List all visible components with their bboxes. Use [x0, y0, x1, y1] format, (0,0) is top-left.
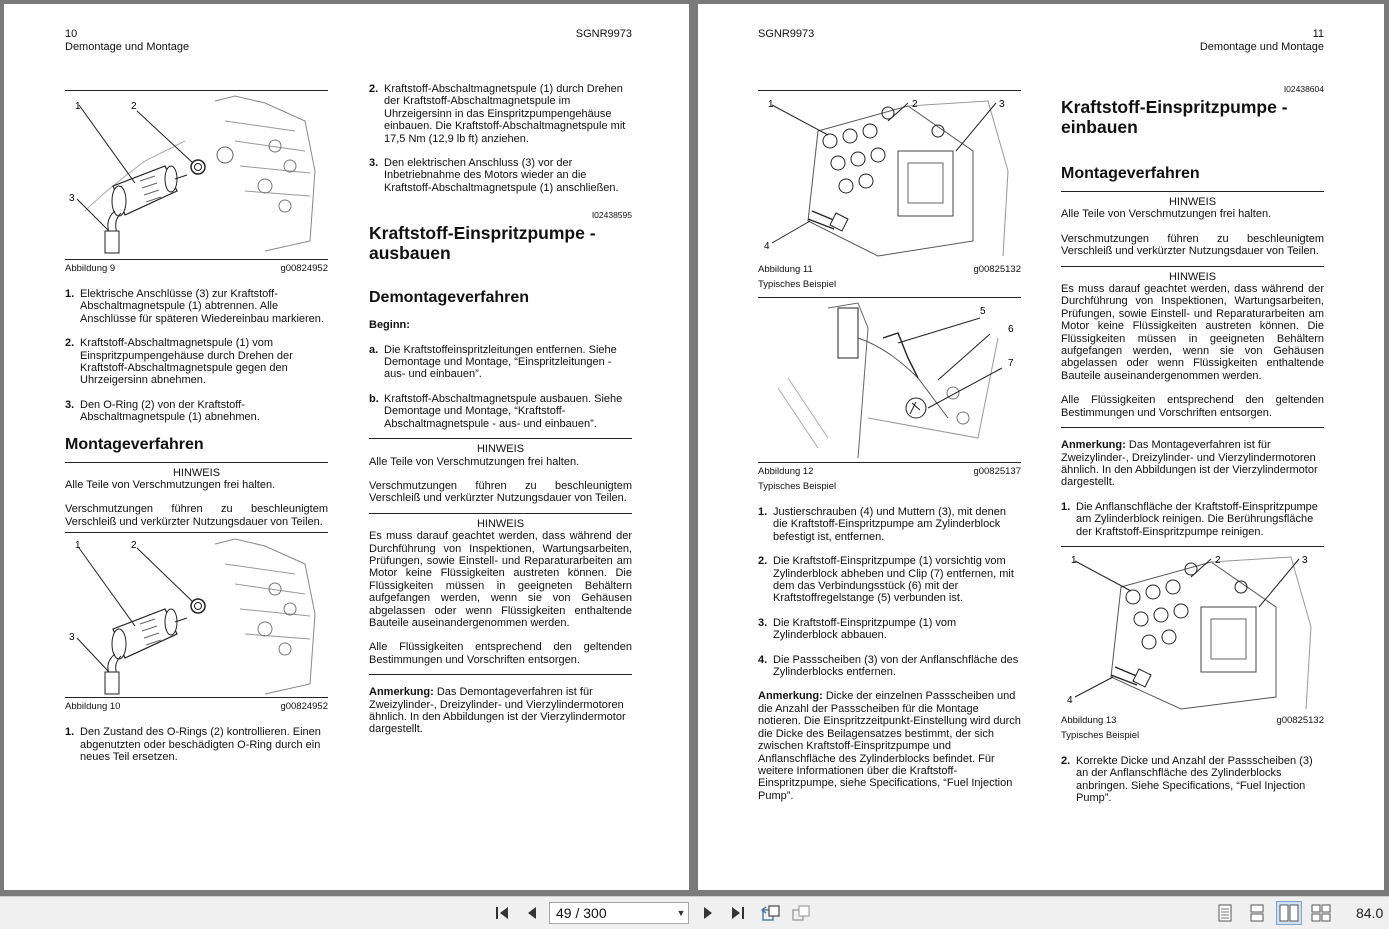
figure-label: Abbildung 10	[65, 701, 121, 713]
figure-caption	[65, 263, 328, 274]
left-page	[4, 4, 689, 890]
two-page-view-icon[interactable]	[1276, 901, 1302, 925]
note-box	[1061, 196, 1324, 258]
figure-caption	[758, 264, 1021, 275]
note-title: HINWEIS	[1168, 270, 1217, 283]
note-box	[1061, 271, 1324, 419]
first-page-icon[interactable]	[492, 901, 512, 925]
page-number: 11	[1312, 28, 1324, 40]
note-title: HINWEIS	[476, 517, 525, 530]
figure-subcaption: Typisches Beispiel	[758, 279, 837, 290]
topic-title: Kraftstoff-Einspritzpumpe - ausbauen	[369, 223, 596, 264]
svg-text:1: 1	[1071, 554, 1077, 566]
step-item: 3. Den O-Ring (2) von der Kraftstoff-Abschaltmagnetspule (1) abnehmen.	[65, 398, 260, 424]
remark-label: Anmerkung:	[369, 686, 434, 699]
step-item: 3. Die Kraftstoff-Einspritzpumpe (1) vom Zylinderblock abbauen.	[758, 616, 957, 642]
remark	[1061, 439, 1324, 489]
figure-label: Abbildung 13	[1061, 714, 1117, 726]
section-heading: Montageverfahren	[1061, 165, 1200, 182]
note-text: Alle Teile von Verschmutzungen frei halten.	[1061, 208, 1272, 221]
note-text: Alle Teile von Verschmutzungen frei halten.	[65, 479, 276, 492]
left-column-2	[369, 83, 632, 736]
figure-label: Abbildung 9	[65, 263, 116, 274]
continuous-view-icon[interactable]	[1246, 901, 1268, 925]
solenoid-illustration-icon	[65, 534, 328, 697]
step-item: 1. Die Anflanschfläche der Kraftstoff-Einspritzpumpe am Zylinderblock reinigen. Die Berührungsfläche der Kraftstoff-Einspritzpumpe reinigen.	[1061, 500, 1318, 538]
remark-text: Das Montageverfahren ist für Zweizylinder-, Dreizylinder- und Vierzylindermotoren ähnlich. In den Abbildungen ist der Vierzylindermotor dargestellt.	[1061, 439, 1318, 489]
injection-pump-illustration-icon	[1061, 547, 1324, 712]
figure-9	[65, 91, 328, 259]
figure-13	[1061, 547, 1324, 712]
remark-label: Anmerkung:	[1061, 439, 1126, 452]
svg-text:3: 3	[1302, 554, 1308, 566]
page-number: 10	[65, 28, 78, 40]
note-text: Alle Flüssigkeiten entsprechend den geltenden Bestimmungen und Vorschriften entsorgen.	[369, 641, 632, 666]
step-item: 1. Den Zustand des O-Rings (2) kontrollieren. Einen abgenutzten oder beschädigten O-Ring durch ein neues Teil ersetzen.	[65, 726, 321, 764]
note-text: Alle Flüssigkeiten entsprechend den geltenden Bestimmungen und Vorschriften entsorgen.	[1061, 394, 1324, 419]
solenoid-illustration-icon	[65, 91, 328, 259]
begin-item: a. Die Kraftstoffeinspritzleitungen entfernen. Siehe Demontage und Montage, “Einspritzleitungen - aus- und einbauen”.	[369, 343, 617, 381]
note-box	[369, 443, 632, 505]
figure-caption	[65, 701, 328, 712]
continuous-two-page-view-icon[interactable]	[1310, 901, 1332, 925]
figure-id: g00825137	[973, 466, 1021, 477]
go-back-view-icon[interactable]	[760, 901, 782, 925]
chevron-down-icon[interactable]: ▼	[676, 908, 686, 918]
injection-pump-illustration-icon	[758, 91, 1021, 261]
callout-3: 3	[69, 193, 75, 204]
right-column-1	[758, 90, 1021, 802]
right-column-2	[1061, 84, 1324, 805]
figure-caption	[1061, 715, 1324, 726]
next-page-icon[interactable]	[698, 901, 718, 925]
viewer-toolbar	[0, 896, 1389, 929]
page-number-display[interactable]: 49 / 300	[556, 905, 607, 921]
running-section: Demontage und Montage	[1199, 41, 1324, 53]
figure-id: g00824952	[280, 263, 328, 274]
svg-text:2: 2	[1215, 554, 1221, 566]
remark-text: Das Demontageverfahren ist für Zweizylinder-, Dreizylinder- und Vierzylindermotoren ähnlich. In den Abbildungen ist der Vierzylindermotor dargestellt.	[369, 686, 626, 736]
step-item: 2. Die Kraftstoff-Einspritzpumpe (1) vorsichtig vom Zylinderblock abheben und Clip (7) entfernen, mit dem das Verbindungsstück (6) mit der Kraftstoffregelstange (5) verbunden ist.	[758, 555, 1014, 605]
step-item: 2. Kraftstoff-Abschaltmagnetspule (1) durch Drehen der Kraftstoff-Abschaltmagnetspule im Uhrzeigersinn in das Einspritzpumpengehäuse einbauen. Die Kraftstoff-Abschaltmagnetspule mit 17,5 Nm (12,9 lb ft) anziehen.	[369, 83, 626, 145]
figure-caption	[758, 466, 1021, 477]
note-title: HINWEIS	[1168, 196, 1217, 208]
callout-3: 3	[69, 632, 75, 644]
remark	[369, 686, 632, 736]
running-section: Demontage und Montage	[65, 41, 190, 53]
svg-text:1: 1	[768, 99, 774, 110]
zoom-level[interactable]: 84.0	[1356, 905, 1384, 921]
step-item: 4. Die Passscheiben (3) von der Anflanschfläche des Zylinderblocks entfernen.	[758, 653, 1019, 679]
step-item: 1. Elektrische Anschlüsse (3) zur Kraftstoff-Abschaltmagnetspule (1) abtrennen. Alle Anschlüsse für späteren Wiedereinbau markieren.	[65, 288, 324, 325]
go-forward-view-icon[interactable]	[790, 901, 812, 925]
topic-id: I02438595	[591, 210, 632, 221]
svg-text:3: 3	[999, 99, 1005, 110]
svg-text:4: 4	[764, 241, 770, 252]
svg-text:6: 6	[1008, 324, 1014, 335]
left-column-1	[65, 90, 328, 764]
figure-10	[65, 534, 328, 697]
single-page-view-icon[interactable]	[1214, 901, 1236, 925]
note-text: Verschmutzungen führen zu beschleunigtem Verschleiß und verkürzter Nutzungsdauer von Teilen.	[65, 503, 328, 528]
svg-text:4: 4	[1067, 694, 1073, 706]
begin-list	[369, 344, 632, 430]
figure-id: g00825132	[973, 264, 1021, 275]
step-list	[758, 506, 1021, 678]
right-page	[698, 4, 1384, 890]
note-box	[65, 467, 328, 529]
step-item: 2. Korrekte Dicke und Anzahl der Passscheiben (3) an der Anflanschfläche des Zylinderblocks anbringen. Siehe Specifications, “Fuel Injection Pump”.	[1061, 754, 1313, 805]
figure-11	[758, 91, 1021, 261]
note-text: Es muss darauf geachtet werden, dass während der Durchführung von Inspektionen, Wartungsarbeiten, Prüfungen, sowie Einstell- und Reparaturarbeiten am Motor keine Flüssigkeiten austreten können. Die Flüssigkeiten müssen in geeigneten Behältern aufgefangen werden, wenn sie von Gehäusen abgelassen oder wenn Flüssigkeiten enthaltende Bauteile auseinandergenommen werden.	[369, 530, 632, 629]
remark-label: Anmerkung:	[758, 690, 823, 703]
doc-id: SGNR9973	[575, 28, 632, 40]
figure-subcaption: Typisches Beispiel	[1061, 729, 1140, 741]
begin-label: Beginn:	[369, 319, 410, 332]
step-item: 2. Kraftstoff-Abschaltmagnetspule (1) vom Einspritzpumpengehäuse durch Drehen der Kraftstoff-Abschaltmagnetspule gegen den Uhrzeigersinn abnehmen.	[65, 337, 293, 387]
svg-text:5: 5	[980, 306, 986, 317]
doc-id: SGNR9973	[758, 28, 815, 40]
section-heading: Montageverfahren	[65, 435, 204, 453]
topic-title: Kraftstoff-Einspritzpumpe - einbauen	[1061, 97, 1288, 137]
figure-subcaption: Typisches Beispiel	[758, 481, 837, 492]
begin-item: b. Kraftstoff-Abschaltmagnetspule ausbauen. Siehe Demontage und Montage, “Kraftstoff-Abschaltmagnetspule - aus- und einbauen”.	[369, 392, 623, 430]
note-title: HINWEIS	[476, 443, 525, 456]
prev-page-icon[interactable]	[522, 901, 542, 925]
remark-text: Dicke der einzelnen Passscheiben und die Anzahl der Passscheiben für die Montage notieren. Die Einspritzzeitpunkt-Einstellung wird durch die Dicke des Beilagensatzes bestimmt, der sich zwischen Kraftstoff-Einspritzpumpe und Anflanschfläche des Zylinderblocks befindet. Für weitere Informationen über die Kraftstoff-Einspritzpumpe, siehe Specifications, “Fuel Injection Pump”.	[758, 690, 1021, 802]
step-item: 3. Den elektrischen Anschluss (3) vor der Inbetriebnahme des Motors wieder an die Kraftstoff-Abschaltmagnetspule (1) anschließen.	[369, 157, 619, 194]
last-page-icon[interactable]	[728, 901, 748, 925]
page-number-input[interactable]	[549, 902, 689, 924]
note-title: HINWEIS	[172, 466, 221, 479]
remark	[758, 690, 1021, 802]
figure-label: Abbildung 12	[758, 466, 814, 477]
figure-12	[758, 298, 1021, 462]
figure-id: g00825132	[1276, 714, 1324, 726]
fuel-rack-illustration-icon	[758, 298, 1021, 462]
section-heading: Demontageverfahren	[369, 289, 530, 307]
note-text: Es muss darauf geachtet werden, dass während der Durchführung von Inspektionen, Wartungsarbeiten, Prüfungen, sowie Einstell- und Reparaturarbeiten am Motor keine Flüssigkeiten austreten können. Die Flüssigkeiten müssen in geeigneten Behältern aufgefangen werden, wenn sie von Gehäusen abgelassen oder wenn Flüssigkeiten enthaltende Bauteile auseinandergenommen werden.	[1061, 283, 1324, 382]
svg-text:7: 7	[1008, 358, 1014, 369]
callout-1: 1	[75, 101, 81, 112]
figure-label: Abbildung 11	[758, 264, 813, 275]
callout-2: 2	[131, 540, 137, 552]
svg-text:2: 2	[912, 99, 918, 110]
note-text: Verschmutzungen führen zu beschleunigtem Verschleiß und verkürzter Nutzungsdauer von Teilen.	[1061, 232, 1324, 258]
note-text: Verschmutzungen führen zu beschleunigtem Verschleiß und verkürzter Nutzungsdauer von Teilen.	[369, 479, 632, 505]
topic-id: I02438604	[1283, 84, 1324, 94]
note-box	[369, 518, 632, 666]
note-text: Alle Teile von Verschmutzungen frei halten.	[369, 455, 580, 468]
step-list	[65, 288, 328, 424]
step-item: 1. Justierschrauben (4) und Muttern (3), mit denen die Kraftstoff-Einspritzpumpe am Zylinderblock befestigt ist, entfernen.	[758, 506, 1006, 543]
callout-2: 2	[131, 101, 137, 112]
figure-id: g00824952	[280, 701, 328, 713]
callout-1: 1	[75, 540, 81, 552]
